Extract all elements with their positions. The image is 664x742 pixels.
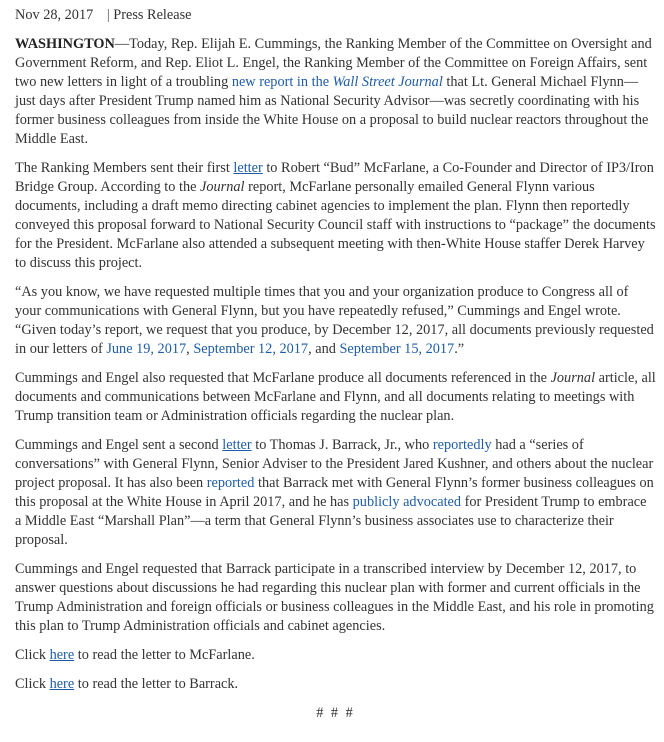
- paragraph-5: [15, 436, 656, 550]
- text: to Robert “Bud” McFarlane, a Co-Founder and Director of IP3/Iron Bridge Group. According to the: [15, 160, 654, 195]
- paragraph-7: [15, 646, 656, 665]
- text: —Today, Rep. Elijah E. Cummings, the Ranking Member of the Committee on Oversight and Government Reform, and Rep. Eliot L. Engel, the Ranking Member of the Committee on Foreign Affairs, sent two new letters in light of a troubling: [15, 36, 652, 90]
- text: .”: [454, 341, 465, 357]
- dateline: WASHINGTON: [15, 36, 115, 52]
- meta-separator: |: [106, 7, 110, 23]
- text: , and: [308, 341, 340, 357]
- publicly-advocated-link[interactable]: publicly advocated: [352, 494, 462, 510]
- letter-sept15-link[interactable]: September 15, 2017: [339, 341, 455, 357]
- letter-june-link[interactable]: June 19, 2017: [106, 341, 187, 357]
- paragraph-3: [15, 283, 656, 359]
- text: “As you know, we have requested multiple times that you and your organization produce to Congress all of your communications with General Flynn, but you have repeatedly refused,” Cummings and Engel wrote. “Given today’s report, we request that you produce, by December 12, 2017, all documents previously requested in our letters of: [15, 284, 654, 357]
- text: The Ranking Members sent their first: [15, 160, 234, 176]
- italic-text: Journal: [200, 179, 245, 195]
- category-label: Press Release: [113, 7, 192, 23]
- paragraph-4: [15, 369, 656, 426]
- wsj-report-link[interactable]: [232, 74, 443, 90]
- text: Cummings and Engel requested that Barrack participate in a transcribed interview by December 12, 2017, to answer questions about discussions he had regarding this nuclear plan with former and current officials in the Trump Administration and foreign officials or business colleagues in the Middle East, and his role in promoting this plan to Trump Administration officials and cabinet agencies.: [15, 561, 654, 634]
- paragraph-2: [15, 159, 656, 273]
- paragraph-1: [15, 35, 656, 149]
- text: article, all documents and communications between McFarlane and Flynn, and all documents relating to meetings with Trump transition team or Administration officials regarding the nuclear plan.: [15, 370, 656, 424]
- text: Cummings and Engel also requested that McFarlane produce all documents referenced in the: [15, 370, 551, 386]
- text: report, McFarlane personally emailed General Flynn various documents, including a draft memo directing cabinet agencies to implement the plan. Flynn then reportedly conveyed this proposal forward to National Security Council staff with instructions to “package” the documents for the President. McFarlane also attended a subsequent meeting with then-White House staffer Derek Harvey to discuss this project.: [15, 179, 656, 271]
- link-italic-text: Wall Street Journal: [332, 74, 443, 90]
- text: that Lt. General Michael Flynn—just days after President Trump named him as National Security Advisor—was secretly coordinating with his former business colleagues from inside the White House on a proposal to build nuclear reactors throughout the Middle East.: [15, 74, 649, 147]
- barrack-letter-link[interactable]: letter: [222, 437, 252, 453]
- paragraph-8: [15, 675, 656, 694]
- reportedly-link[interactable]: reportedly: [432, 437, 492, 453]
- end-mark: # # #: [316, 705, 355, 721]
- barrack-here-link[interactable]: here: [49, 676, 75, 692]
- paragraph-6: [15, 560, 656, 636]
- text: that Barrack met with General Flynn’s former business colleagues on this proposal at the White House in April 2017, and he has: [15, 475, 654, 510]
- publish-date: Nov 28, 2017: [15, 7, 94, 23]
- text: had a “series of conversations” with General Flynn, Senior Adviser to the President Jared Kushner, and others about the nuclear project proposal. It has also been: [15, 437, 654, 491]
- reported-link[interactable]: reported: [206, 475, 255, 491]
- text: ,: [186, 341, 194, 357]
- text: to read the letter to McFarlane.: [74, 647, 255, 663]
- mcfarlane-here-link[interactable]: here: [49, 647, 75, 663]
- link-text: new report in the: [231, 74, 333, 90]
- text: to read the letter to Barrack.: [74, 676, 239, 692]
- letter-sept12-link[interactable]: September 12, 2017: [193, 341, 309, 357]
- text: to Thomas J. Barrack, Jr., who: [251, 437, 433, 453]
- text: Cummings and Engel sent a second: [15, 437, 223, 453]
- italic-text: Journal: [550, 370, 596, 386]
- meta-line: [15, 6, 656, 25]
- text: for President Trump to embrace a Middle East “Marshall Plan”—a term that General Flynn’s business associates use to characterize their proposal.: [15, 494, 647, 548]
- text: Click: [15, 647, 50, 663]
- mcfarlane-letter-link[interactable]: letter: [233, 160, 263, 176]
- text: Click: [15, 676, 50, 692]
